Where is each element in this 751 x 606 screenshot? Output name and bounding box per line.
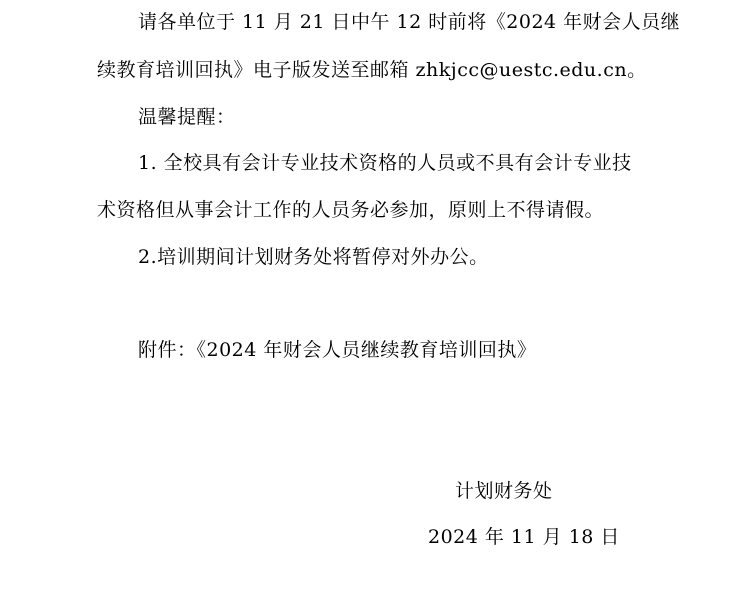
paragraph-deadline-line-1: 请各单位于 11 月 21 日中午 12 时前将《2024 年财会人员继 — [138, 11, 681, 33]
reminder-item-2: 2.培训期间计划财务处将暂停对外办公。 — [138, 246, 489, 268]
reminder-item-1-line-2: 术资格但从事会计工作的人员务必参加，原则上不得请假。 — [97, 199, 605, 221]
reminder-heading: 温馨提醒： — [138, 106, 236, 128]
signature-department: 计划财务处 — [455, 480, 553, 502]
attachment-line: 附件：《2024 年财会人员继续教育培训回执》 — [138, 339, 537, 361]
paragraph-deadline-line-2: 续教育培训回执》电子版发送至邮箱 zhkjcc@uestc.edu.cn。 — [97, 59, 647, 81]
signature-date: 2024 年 11 月 18 日 — [428, 526, 620, 548]
reminder-item-1-line-1: 1. 全校具有会计专业技术资格的人员或不具有会计专业技 — [138, 152, 632, 174]
